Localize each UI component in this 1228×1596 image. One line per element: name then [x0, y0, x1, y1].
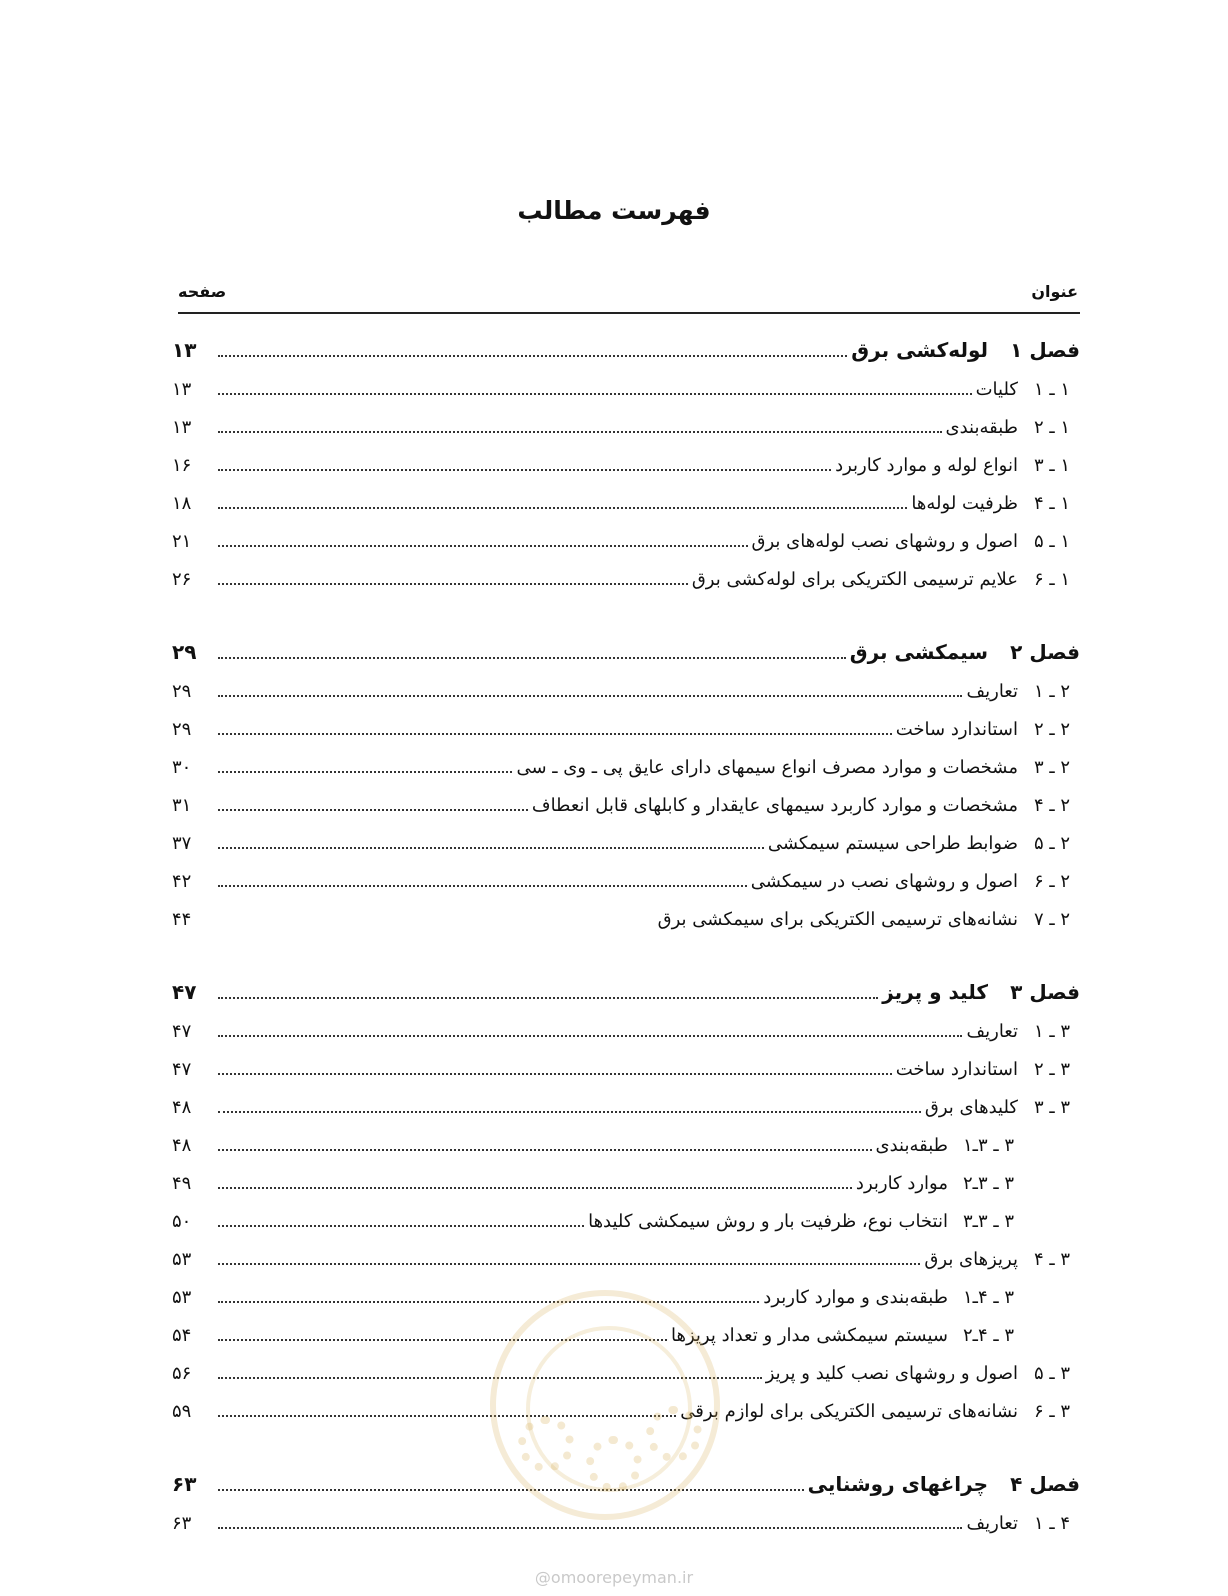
- toc-entry-page: ۱۳: [172, 338, 197, 362]
- dot-leader: [218, 1034, 962, 1037]
- dot-leader: [218, 694, 962, 697]
- toc-entry-number: ۳ ـ ۳ـ۱: [962, 1135, 1014, 1156]
- toc-entry-title: کلیات: [975, 379, 1018, 400]
- toc-entry-page: ۱۸: [172, 493, 192, 514]
- toc-entry-number: ۱ ـ ۲: [1033, 417, 1070, 438]
- toc-entry-page: ۵۳: [172, 1249, 192, 1270]
- toc-entry-number: ۳ ـ ۳ـ۳: [962, 1211, 1014, 1232]
- toc-section-row: [172, 898, 1080, 936]
- toc-entry-number: ۳ ـ ۴ـ۱: [962, 1287, 1014, 1308]
- toc-entry-page: ۳۱: [172, 795, 192, 816]
- page-column-heading: صفحه: [178, 282, 227, 301]
- page-title: فهرست مطالب: [517, 196, 711, 225]
- toc-entry-title: استاندارد ساخت: [895, 719, 1018, 740]
- toc-entry-page: ۱۶: [172, 455, 192, 476]
- dot-leader: [218, 506, 907, 509]
- toc-entry-number: ۳ ـ ۵: [1033, 1363, 1070, 1384]
- dot-leader: [218, 924, 654, 925]
- header-rule: [178, 312, 1080, 314]
- toc-entry-title: اصول و روشهای نصب کلید و پریز: [765, 1363, 1018, 1384]
- toc-entry-number: ۱ ـ ۳: [1033, 455, 1070, 476]
- toc-entry-page: ۶۳: [172, 1513, 192, 1534]
- dot-leader: [218, 354, 847, 357]
- toc-entry-number: ۳ ـ ۴ـ۲: [962, 1325, 1014, 1346]
- toc-entry-title: کلیدهای برق: [924, 1097, 1018, 1118]
- dot-leader: [218, 656, 846, 659]
- toc-entry-number: ۲ ـ ۱: [1033, 681, 1070, 702]
- toc-entry-title: طبقه‌بندی و موارد کاربرد: [763, 1287, 948, 1308]
- toc-section-row: [172, 1010, 1080, 1048]
- toc-entry-page: ۲۹: [172, 681, 192, 702]
- toc-entry-number: ۱ ـ ۶: [1033, 569, 1070, 590]
- toc-entry-title: سیستم سیمکشی مدار و تعداد پریزها: [670, 1325, 948, 1346]
- dot-leader: [218, 582, 688, 585]
- toc-entry-number: فصل ۱: [1010, 338, 1080, 362]
- toc-entry-number: فصل ۴: [1010, 1472, 1080, 1496]
- toc-entry-number: ۲ ـ ۷: [1033, 909, 1070, 930]
- toc-entry-number: ۳ ـ ۶: [1033, 1401, 1070, 1422]
- dot-leader: [218, 808, 528, 811]
- toc-entry-number: فصل ۳: [1010, 980, 1080, 1004]
- toc-entry-title: مشخصات و موارد کاربرد سیمهای عایقدار و کابلهای قابل انعطاف: [531, 795, 1018, 816]
- toc-section-row: [172, 784, 1080, 822]
- toc-entry-page: ۱۳: [172, 417, 192, 438]
- toc-entry-number: ۴ ـ ۱: [1033, 1513, 1070, 1534]
- dot-leader: [218, 1072, 892, 1075]
- toc-entry-number: ۱ ـ ۱: [1033, 379, 1070, 400]
- dot-leader: [218, 1488, 804, 1491]
- toc-section-row: [172, 482, 1080, 520]
- dot-leader: [218, 1526, 962, 1529]
- toc-entry-title: نشانه‌های ترسیمی الکتریکی برای سیمکشی برق: [657, 909, 1018, 930]
- toc-subsection-row: [172, 1162, 1080, 1200]
- toc-entry-page: ۲۹: [172, 640, 197, 664]
- toc-chapter-row: [172, 972, 1080, 1010]
- title-column-heading: عنوان: [1031, 282, 1078, 301]
- toc-entry-page: ۴۸: [172, 1097, 192, 1118]
- toc-entry-title: پریزهای برق: [924, 1249, 1018, 1270]
- toc-chapter-row: [172, 330, 1080, 368]
- toc-entry-title: انتخاب نوع، ظرفیت بار و روش سیمکشی کلیدها: [588, 1211, 948, 1232]
- toc-entry-title: علایم ترسیمی الکتریکی برای لوله‌کشی برق: [691, 569, 1018, 590]
- toc-entry-page: ۳۰: [172, 757, 192, 778]
- dot-leader: [218, 430, 942, 433]
- toc-entry-title: موارد کاربرد: [855, 1173, 948, 1194]
- toc-section-row: [172, 444, 1080, 482]
- toc-section-row: [172, 558, 1080, 596]
- toc-entry-title: تعاریف: [966, 1513, 1018, 1534]
- toc-entry-page: ۵۹: [172, 1401, 192, 1422]
- dot-leader: [218, 884, 747, 887]
- toc-entry-title: انواع لوله و موارد کاربرد: [835, 455, 1018, 476]
- toc-entry-number: ۱ ـ ۵: [1033, 531, 1070, 552]
- toc-section-row: [172, 520, 1080, 558]
- toc-entry-number: ۲ ـ ۲: [1033, 719, 1070, 740]
- toc-entry-title: اصول و روشهای نصب در سیمکشی: [750, 871, 1018, 892]
- toc-entry-number: ۲ ـ ۶: [1033, 871, 1070, 892]
- watermark-seal: [490, 1290, 720, 1520]
- toc-entry-title: مشخصات و موارد مصرف انواع سیمهای دارای عایق پی ـ وی ـ سی: [516, 757, 1018, 778]
- toc-section-row: [172, 406, 1080, 444]
- dot-leader: [218, 770, 512, 773]
- toc-entry-page: ۶۳: [172, 1472, 197, 1496]
- watermark-url: @omoorepeyman.ir: [534, 1568, 694, 1587]
- toc-header: [178, 280, 1078, 314]
- toc-entry-page: ۴۸: [172, 1135, 192, 1156]
- toc-entry-page: ۳۷: [172, 833, 192, 854]
- toc-entry-number: ۳ ـ ۳ـ۲: [962, 1173, 1014, 1194]
- dot-leader: [218, 544, 748, 547]
- toc-entry-number: ۳ ـ ۴: [1033, 1249, 1070, 1270]
- toc-section-row: [172, 1048, 1080, 1086]
- dot-leader: [218, 1110, 921, 1113]
- toc-section-row: [172, 708, 1080, 746]
- toc-entry-page: ۵۶: [172, 1363, 192, 1384]
- toc-entry-page: ۲۶: [172, 569, 192, 590]
- toc-entry-page: ۱۳: [172, 379, 192, 400]
- toc-entry-title: سیمکشی برق: [849, 640, 988, 664]
- dot-leader: [218, 468, 831, 471]
- toc-entry-title: اصول و روشهای نصب لوله‌های برق: [751, 531, 1018, 552]
- dot-leader: [218, 996, 878, 999]
- toc-entry-title: لوله‌کشی برق: [851, 338, 988, 362]
- toc-entry-title: نشانه‌های ترسیمی الکتریکی برای لوازم برقی: [680, 1401, 1018, 1422]
- toc-entry-number: ۲ ـ ۳: [1033, 757, 1070, 778]
- toc-section-row: [172, 746, 1080, 784]
- dot-leader: [218, 1300, 759, 1303]
- toc-entry-title: طبقه‌بندی: [875, 1135, 948, 1156]
- toc-section-row: [172, 822, 1080, 860]
- toc-entry-title: استاندارد ساخت: [895, 1059, 1018, 1080]
- toc-entry-title: کلید و پریز: [882, 980, 988, 1004]
- toc-entry-title: ظرفیت لوله‌ها: [911, 493, 1018, 514]
- toc-entry-page: ۴۷: [172, 980, 197, 1004]
- toc-entry-title: تعاریف: [966, 1021, 1018, 1042]
- toc-entry-title: چراغهای روشنایی: [807, 1472, 988, 1496]
- toc-entry-number: ۳ ـ ۳: [1033, 1097, 1070, 1118]
- toc-entry-page: ۲۹: [172, 719, 192, 740]
- dot-leader: [218, 846, 764, 849]
- toc-entry-number: ۱ ـ ۴: [1033, 493, 1070, 514]
- dot-leader: [218, 1262, 920, 1265]
- toc-entry-page: ۴۷: [172, 1059, 192, 1080]
- toc-entry-number: فصل ۲: [1010, 640, 1080, 664]
- dot-leader: [218, 1224, 584, 1227]
- dot-leader: [218, 392, 972, 395]
- toc-section-row: [172, 670, 1080, 708]
- toc-entry-number: ۲ ـ ۵: [1033, 833, 1070, 854]
- toc-entry-title: تعاریف: [966, 681, 1018, 702]
- toc-section-row: [172, 1086, 1080, 1124]
- toc-entry-page: ۴۹: [172, 1173, 192, 1194]
- toc-entry-page: ۴۴: [172, 909, 192, 930]
- dot-leader: [218, 1148, 872, 1151]
- toc-chapter-row: [172, 632, 1080, 670]
- toc-entry-page: ۵۳: [172, 1287, 192, 1308]
- toc-section-row: [172, 1238, 1080, 1276]
- toc-entry-title: ضوابط طراحی سیستم سیمکشی: [767, 833, 1018, 854]
- toc-entry-title: طبقه‌بندی: [945, 417, 1018, 438]
- toc-entry-page: ۲۱: [172, 531, 192, 552]
- dot-leader: [218, 1186, 852, 1189]
- toc-subsection-row: [172, 1124, 1080, 1162]
- toc-entry-page: ۴۷: [172, 1021, 192, 1042]
- toc-subsection-row: [172, 1200, 1080, 1238]
- toc-entry-number: ۳ ـ ۲: [1033, 1059, 1070, 1080]
- toc-section-row: [172, 860, 1080, 898]
- toc-entry-page: ۵۴: [172, 1325, 192, 1346]
- dot-leader: [218, 732, 892, 735]
- toc-entry-number: ۳ ـ ۱: [1033, 1021, 1070, 1042]
- toc-entry-number: ۲ ـ ۴: [1033, 795, 1070, 816]
- toc-entry-page: ۴۲: [172, 871, 192, 892]
- toc-section-row: [172, 368, 1080, 406]
- toc-entry-page: ۵۰: [172, 1211, 192, 1232]
